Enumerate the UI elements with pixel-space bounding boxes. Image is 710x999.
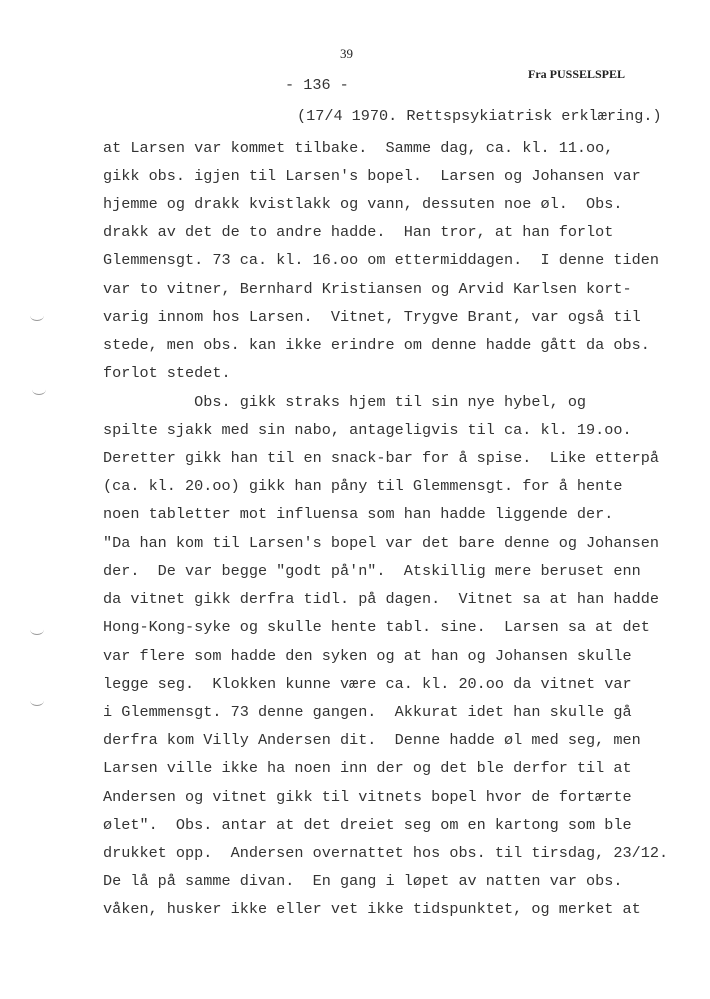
text-line: ølet". Obs. antar at det dreiet seg om en kartong som ble <box>103 816 632 834</box>
text-line: spilte sjakk med sin nabo, antageligvis til ca. kl. 19.oo. <box>103 421 632 439</box>
text-line: Deretter gikk han til en snack-bar for å spise. Like etterpå <box>103 449 659 467</box>
text-line: De lå på samme divan. En gang i løpet av natten var obs. <box>103 872 623 890</box>
text-line: da vitnet gikk derfra tidl. på dagen. Vitnet sa at han hadde <box>103 590 659 608</box>
text-line: derfra kom Villy Andersen dit. Denne hadde øl med seg, men <box>103 731 641 749</box>
text-line: noen tabletter mot influensa som han hadde liggende der. <box>103 505 614 523</box>
text-line: Obs. gikk straks hjem til sin nye hybel, og <box>103 393 587 411</box>
text-line: hjemme og drakk kvistlakk og vann, dessuten noe øl. Obs. <box>103 195 623 213</box>
text-line: Hong-Kong-syke og skulle hente tabl. sine. Larsen sa at det <box>103 618 650 636</box>
document-header: (17/4 1970. Rettspsykiatrisk erklæring.) <box>297 107 662 125</box>
text-line: forlot stedet. <box>103 364 231 382</box>
binder-hole-mark <box>32 384 46 395</box>
text-line: var to vitner, Bernhard Kristiansen og Arvid Karlsen kort- <box>103 280 632 298</box>
page-number: 39 <box>340 46 353 61</box>
text-line: i Glemmensgt. 73 denne gangen. Akkurat idet han skulle gå <box>103 703 632 721</box>
text-line: var flere som hadde den syken og at han og Johansen skulle <box>103 647 632 665</box>
text-line: varig innom hos Larsen. Vitnet, Trygve Brant, var også til <box>103 308 641 326</box>
text-line: (ca. kl. 20.oo) gikk han påny til Glemmensgt. for å hente <box>103 477 623 495</box>
text-line: drakk av det de to andre hadde. Han tror, at han forlot <box>103 223 614 241</box>
text-line: legge seg. Klokken kunne være ca. kl. 20.oo da vitnet var <box>103 675 632 693</box>
text-line: Larsen ville ikke ha noen inn der og det ble derfor til at <box>103 759 632 777</box>
text-line: våken, husker ikke eller vet ikke tidspunktet, og merket at <box>103 900 641 918</box>
text-line: der. De var begge "godt på'n". Atskillig mere beruset enn <box>103 562 641 580</box>
text-line: stede, men obs. kan ikke erindre om denne hadde gått da obs. <box>103 336 650 354</box>
typed-page-marker: - 136 - <box>285 76 349 94</box>
binder-hole-mark <box>30 310 44 321</box>
text-line: Andersen og vitnet gikk til vitnets bopel hvor de fortærte <box>103 788 632 806</box>
text-line: at Larsen var kommet tilbake. Samme dag, ca. kl. 11.oo, <box>103 139 614 157</box>
binder-hole-mark <box>30 695 44 706</box>
source-label: Fra PUSSELSPEL <box>528 67 626 81</box>
text-line: "Da han kom til Larsen's bopel var det bare denne og Johansen <box>103 534 659 552</box>
binder-hole-mark <box>30 624 44 635</box>
text-line: drukket opp. Andersen overnattet hos obs. til tirsdag, 23/12. <box>103 844 669 862</box>
text-line: gikk obs. igjen til Larsen's bopel. Larsen og Johansen var <box>103 167 641 185</box>
text-line: Glemmensgt. 73 ca. kl. 16.oo om ettermiddagen. I denne tiden <box>103 251 659 269</box>
